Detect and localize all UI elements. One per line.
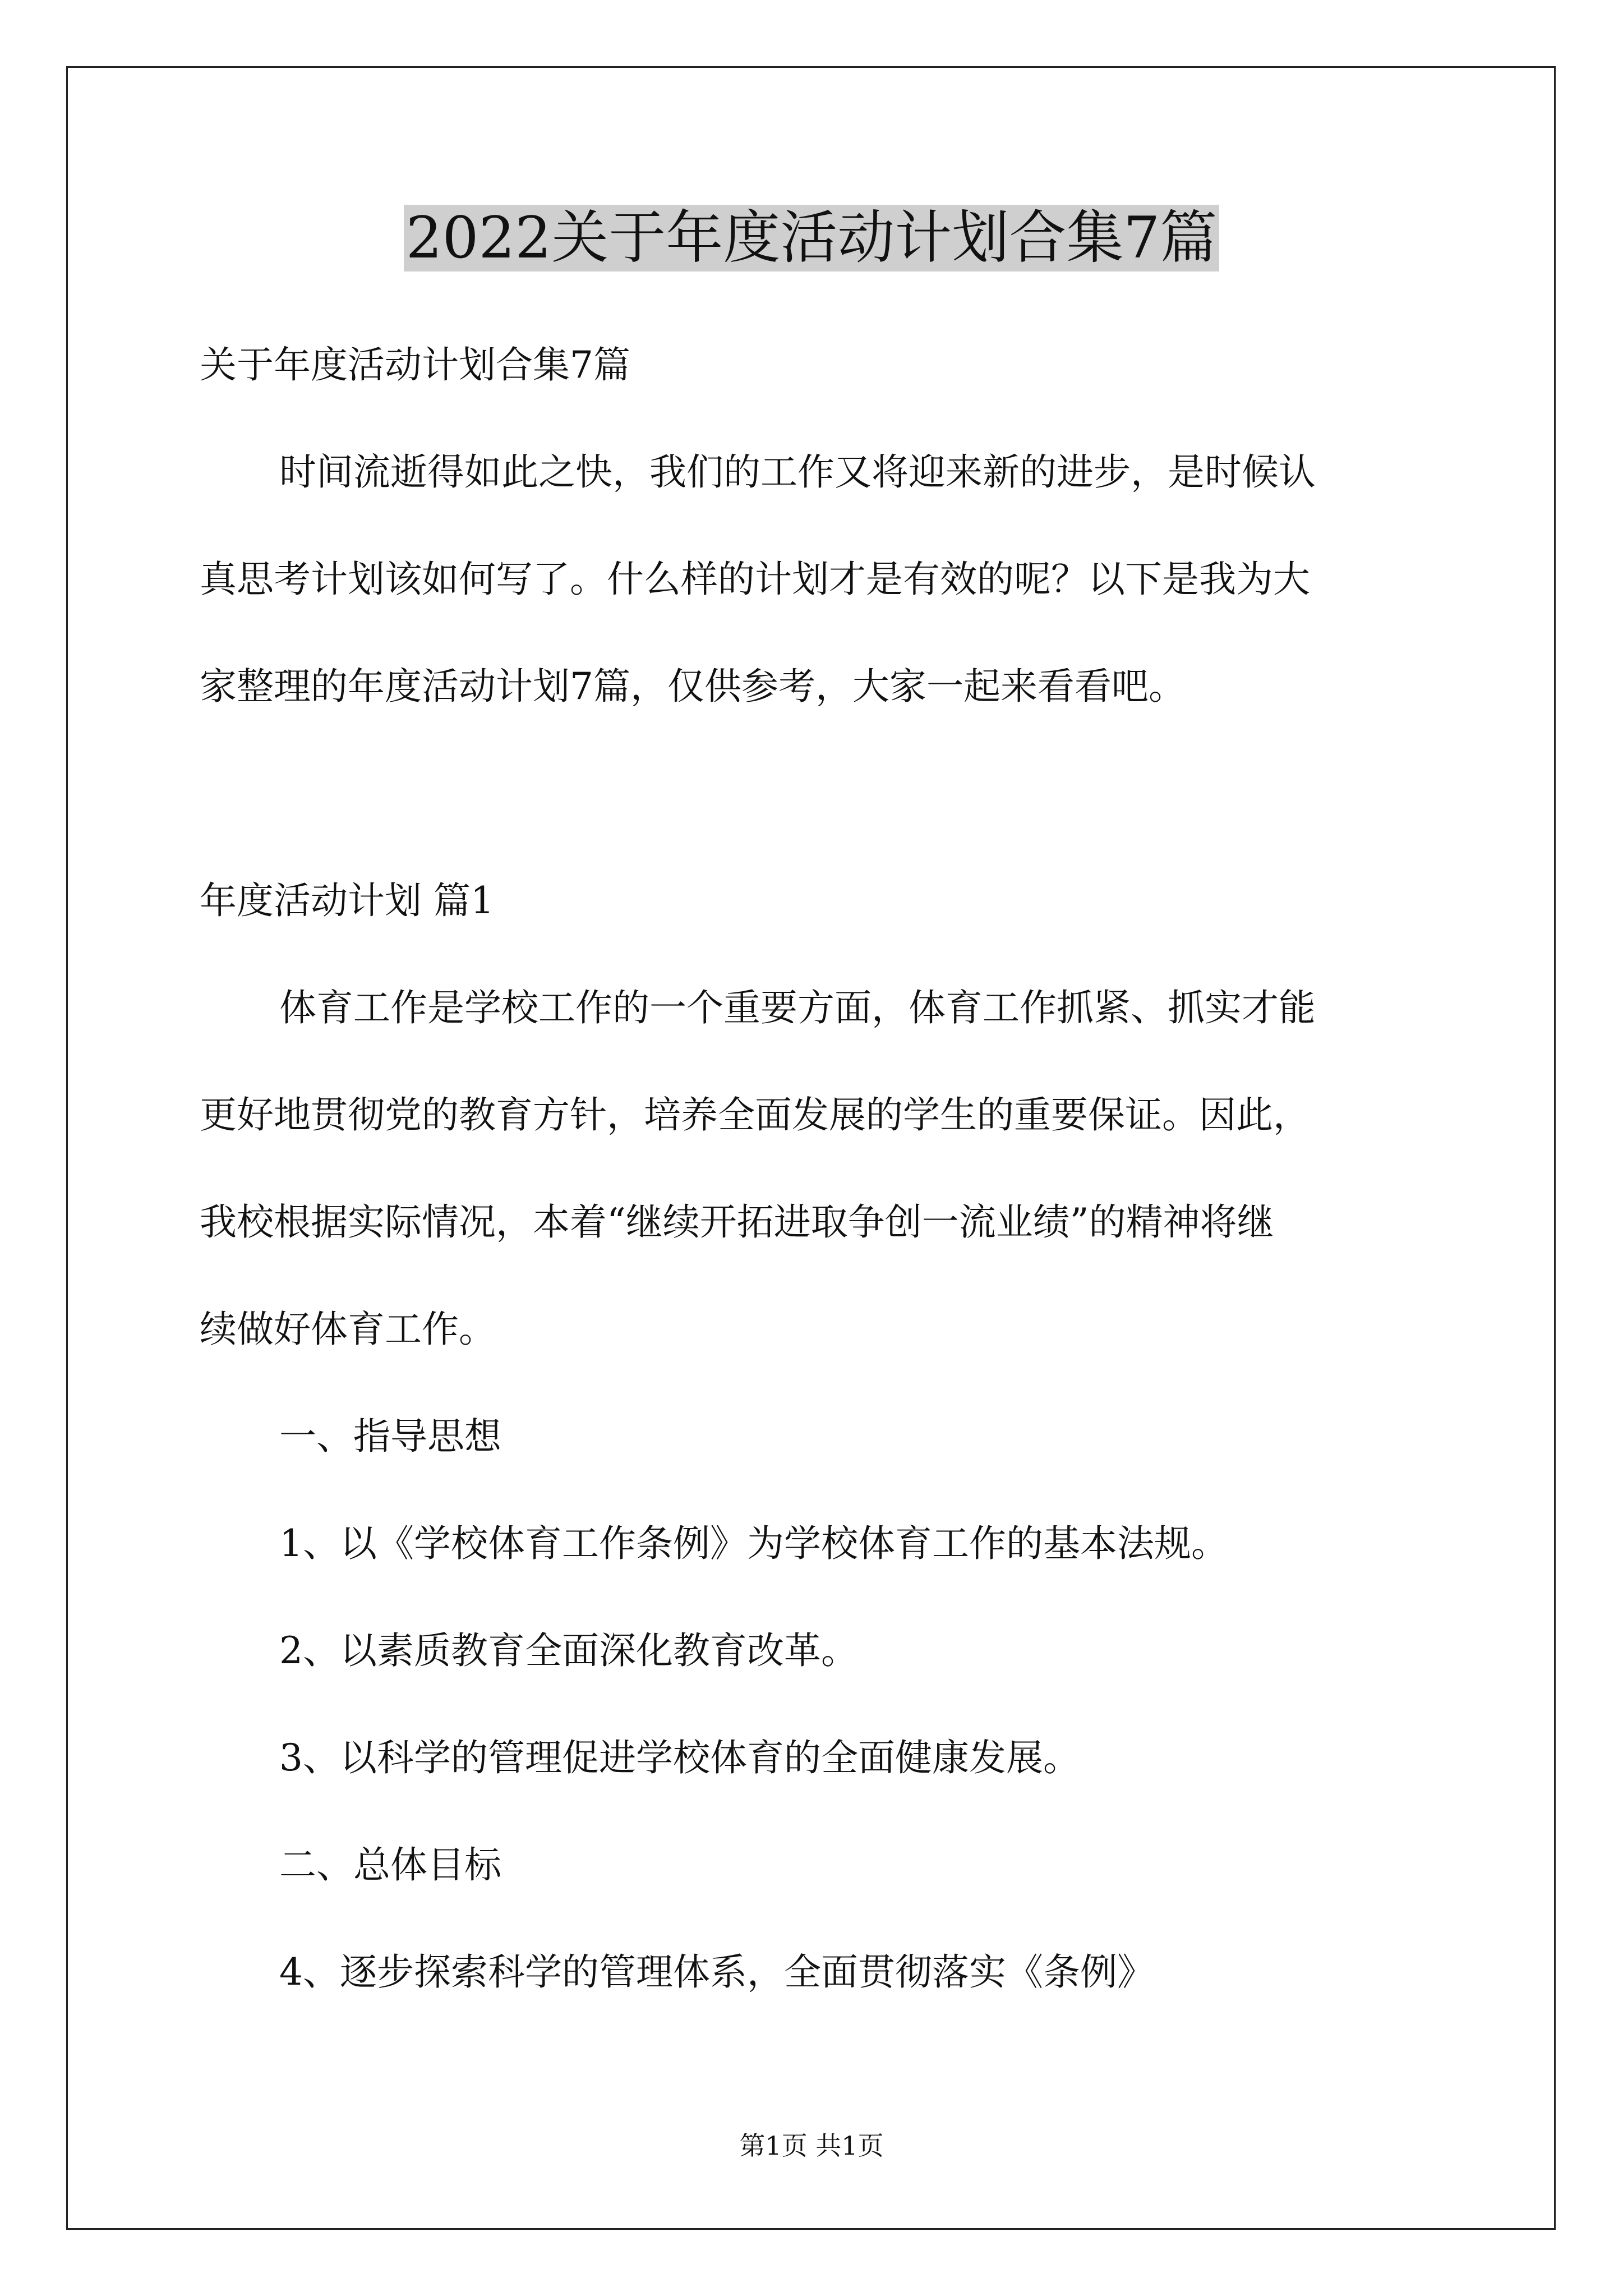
document-body bbox=[200, 311, 1433, 2026]
paragraph-line: 更好地贯彻党的教育方针，培养全面发展的学生的重要保证。因此， bbox=[200, 1093, 1310, 1137]
heading-guiding-thought: 一、指导思想 bbox=[279, 1415, 501, 1458]
heading-overall-goal: 二、总体目标 bbox=[279, 1843, 501, 1887]
subtitle: 关于年度活动计划合集7篇 bbox=[200, 343, 630, 386]
intro-line: 时间流逝得如此之快，我们的工作又将迎来新的进步，是时候认 bbox=[279, 450, 1316, 494]
document-title bbox=[0, 196, 1623, 280]
document-title-text: 2022关于年度活动计划合集7篇 bbox=[404, 205, 1219, 272]
page-footer: 第1页 共1页 bbox=[739, 2131, 884, 2161]
list-item: 3、以科学的管理促进学校体育的全面健康发展。 bbox=[279, 1736, 1080, 1779]
list-item: 2、以素质教育全面深化教育改革。 bbox=[279, 1629, 858, 1672]
intro-line: 家整理的年度活动计划7篇，仅供参考，大家一起来看看吧。 bbox=[200, 665, 1186, 708]
blank-line bbox=[200, 740, 1433, 847]
list-item: 1、以《学校体育工作条例》为学校体育工作的基本法规。 bbox=[279, 1522, 1228, 1565]
paragraph-line: 我校根据实际情况，本着“继续开拓进取争创一流业绩”的精神将继 bbox=[200, 1200, 1274, 1244]
paragraph-line: 续做好体育工作。 bbox=[200, 1308, 496, 1351]
paragraph-line: 体育工作是学校工作的一个重要方面，体育工作抓紧、抓实才能 bbox=[279, 986, 1316, 1029]
intro-line: 真思考计划该如何写了。什么样的计划才是有效的呢？以下是我为大 bbox=[200, 558, 1310, 601]
section-heading: 年度活动计划 篇1 bbox=[200, 879, 494, 922]
list-item: 4、逐步探索科学的管理体系，全面贯彻落实《条例》 bbox=[279, 1950, 1154, 1994]
